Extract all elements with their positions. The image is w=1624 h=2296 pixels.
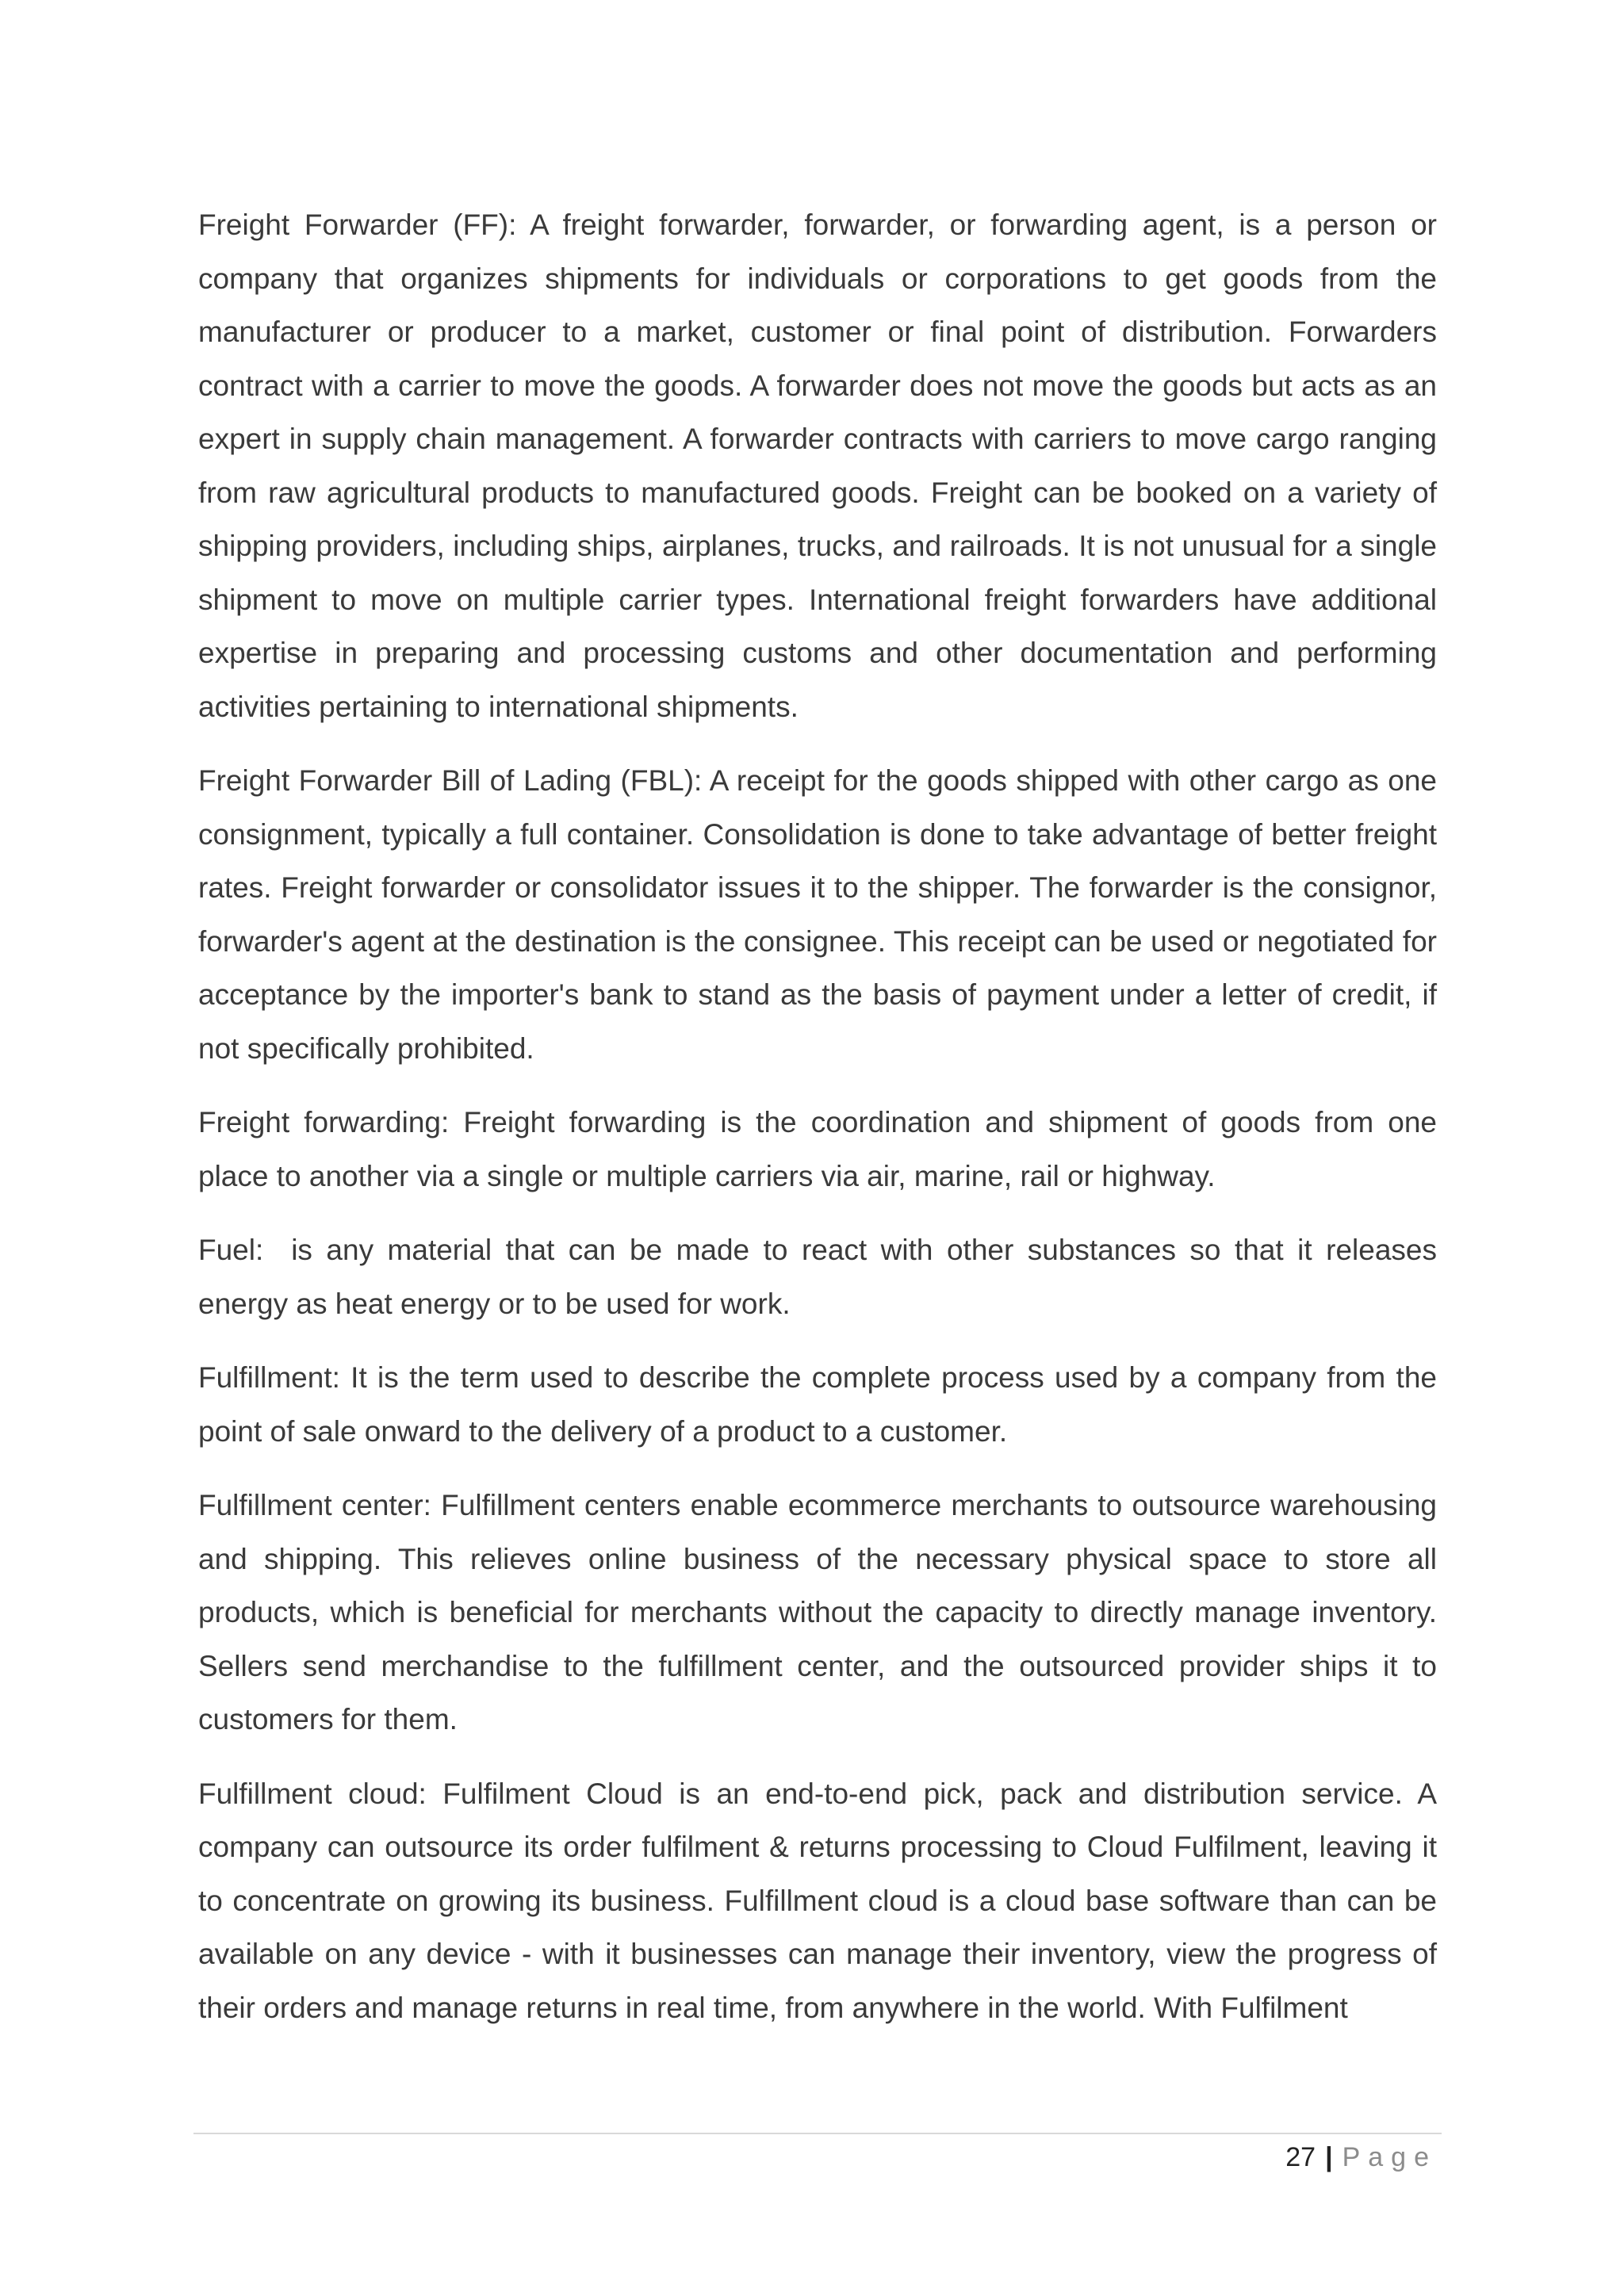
- page-number: 27: [1285, 2141, 1316, 2172]
- glossary-entry-fulfillment: Fulfillment: It is the term used to describe the complete process used by a company from the point of sale onward to the delivery of a product to a customer.: [198, 1361, 1437, 1448]
- page-footer: [1285, 2137, 1437, 2177]
- glossary-content: [198, 198, 1446, 2055]
- glossary-entry-freight-forwarder-bill-of-lading: Freight Forwarder Bill of Lading (FBL): A receipt for the goods shipped with other cargo as one consignment, typically a full container. Consolidation is done to take advantage of better freight rates. Freight forwarder or consolidator issues it to the shipper. The forwarder is the consignor, forwarder's agent at the destination is the consignee. This receipt can be used or negotiated for acceptance by the importer's bank to stand as the basis of payment under a letter of credit, if not specifically prohibited.: [198, 764, 1437, 1065]
- glossary-entry-fuel: Fuel: is any material that can be made to react with other substances so that it releases energy as heat energy or to be used for work.: [198, 1234, 1446, 1320]
- glossary-entry-fulfillment-cloud: Fulfillment cloud: Fulfilment Cloud is an end-to-end pick, pack and distribution service. A company can outsource its order fulfilment & returns processing to Cloud Fulfilment, leaving it to concentrate on growing its business. Fulfillment cloud is a cloud base software than can be available on any device - with it businesses can manage their inventory, view the progress of their orders and manage returns in real time, from anywhere in the world. With Fulfilment: [198, 1777, 1437, 2024]
- glossary-entry-fulfillment-center: Fulfillment center: Fulfillment centers enable ecommerce merchants to outsource warehousing and shipping. This relieves online business of the necessary physical space to store all products, which is beneficial for merchants without the capacity to directly manage inventory. Sellers send merchandise to the fulfillment center, and the outsourced provider ships it to customers for them.: [198, 1489, 1437, 1735]
- glossary-entry-freight-forwarder: Freight Forwarder (FF): A freight forwarder, forwarder, or forwarding agent, is a person or company that organizes shipments for individuals or corporations to get goods from the manufacturer or producer to a market, customer or final point of distribution. Forwarders contract with a carrier to move the goods. A forwarder does not move the goods but acts as an expert in supply chain management. A forwarder contracts with carriers to move cargo ranging from raw agricultural products to manufactured goods. Freight can be booked on a variety of shipping providers, including ships, airplanes, trucks, and railroads. It is not unusual for a single shipment to move on multiple carrier types. International freight forwarders have additional expertise in preparing and processing customs and other documentation and performing activities pertaining to international shipments.: [198, 209, 1437, 723]
- footer-separator: |: [1325, 2141, 1333, 2172]
- page-label: Page: [1342, 2141, 1437, 2172]
- footer-divider: [193, 2133, 1442, 2134]
- glossary-entry-freight-forwarding: Freight forwarding: Freight forwarding is the coordination and shipment of goods from one place to another via a single or multiple carriers via air, marine, rail or highway.: [198, 1106, 1437, 1192]
